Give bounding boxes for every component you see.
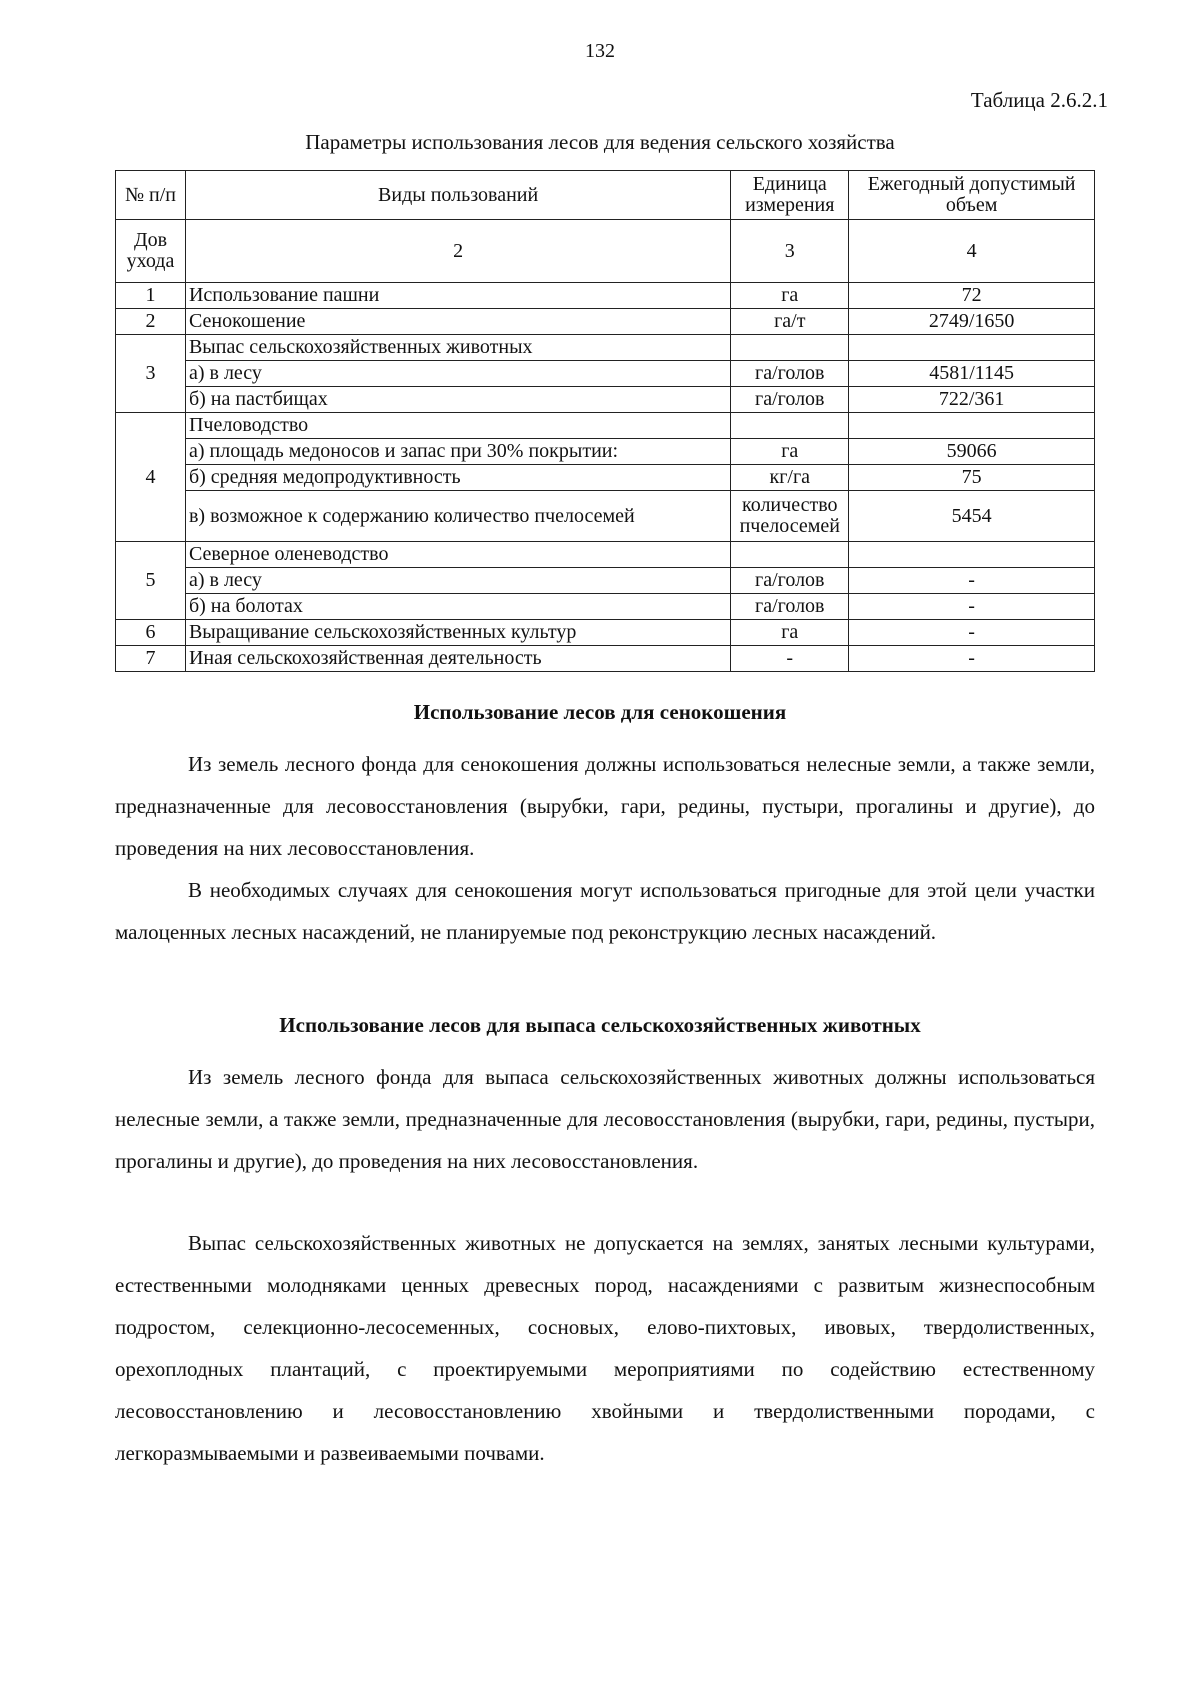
row-kind: а) в лесу — [185, 568, 730, 594]
row-unit: га/голов — [731, 594, 849, 620]
row-number: 5 — [116, 542, 186, 620]
row-unit: га/т — [731, 309, 849, 335]
row-volume: 5454 — [849, 491, 1095, 542]
paragraph: В необходимых случаях для сенокошения могут использоваться пригодные для этой цели участки малоценных лесных насаждений, не планируемые под реконструкцию лесных насаждений. — [115, 878, 1095, 944]
table-row — [116, 439, 1095, 465]
row-kind: а) площадь медоносов и запас при 30% покрытии: — [185, 439, 730, 465]
table-label: Таблица 2.6.2.1 — [970, 88, 1108, 112]
row-kind: Использование пашни — [185, 283, 730, 309]
row-unit: га — [731, 620, 849, 646]
row-number: 6 — [116, 620, 186, 646]
row-unit: га/голов — [731, 361, 849, 387]
row-unit: га — [731, 439, 849, 465]
paragraph: Из земель лесного фонда для сенокошения должны использоваться нелесные земли, а также земли, предназначенные для лесовосстановления (вырубки, гари, редины, пустыри, прогалины и другие), до проведения на них лесовосстановления. — [115, 752, 1095, 860]
header-number-cell: 4 — [849, 220, 1095, 283]
row-volume: 59066 — [849, 439, 1095, 465]
header-number-cell: Дов ухода — [116, 220, 186, 283]
row-unit: количество пчелосемей — [731, 491, 849, 542]
row-kind: в) возможное к содержанию количество пчелосемей — [185, 491, 730, 542]
row-volume: - — [849, 646, 1095, 672]
row-volume: - — [849, 594, 1095, 620]
table-row — [116, 361, 1095, 387]
header-number-cell: 3 — [731, 220, 849, 283]
table-row — [116, 335, 1095, 361]
table-numbers-row — [116, 220, 1095, 283]
table-row — [116, 413, 1095, 439]
row-unit: га/голов — [731, 387, 849, 413]
row-volume: 4581/1145 — [849, 361, 1095, 387]
paragraph: Выпас сельскохозяйственных животных не допускается на землях, занятых лесными культурами, естественными молодняками ценных древесных пород, насаждениями с развитым жизнеспособным подростом, селекционно-лесосеменных, сосновых, елово-пихтовых, ивовых, твердолиственных, орехоплодных плантаций, с проектируемыми мероприятиями по содействию естественному лесовосстановлению и лесовосстановлению хвойными и твердолиственными породами, с легкоразмываемыми и развеиваемыми почвами. — [115, 1231, 1095, 1465]
table-caption: Параметры использования лесов для ведения сельского хозяйства — [305, 130, 895, 154]
page-number: 132 — [585, 40, 615, 62]
parameters-table — [115, 170, 1095, 672]
row-kind: Иная сельскохозяйственная деятельность — [185, 646, 730, 672]
table-row — [116, 646, 1095, 672]
row-number: 3 — [116, 335, 186, 413]
row-volume: 722/361 — [849, 387, 1095, 413]
row-kind: Выращивание сельскохозяйственных культур — [185, 620, 730, 646]
row-group-title: Выпас сельскохозяйственных животных — [185, 335, 730, 361]
row-volume: 75 — [849, 465, 1095, 491]
header-cell: Единица измерения — [731, 171, 849, 220]
table-row — [116, 620, 1095, 646]
row-group-title: Пчеловодство — [185, 413, 730, 439]
row-kind: а) в лесу — [185, 361, 730, 387]
table-row — [116, 491, 1095, 542]
row-group-title: Северное оленеводство — [185, 542, 730, 568]
table-header-row — [116, 171, 1095, 220]
table-row — [116, 542, 1095, 568]
row-unit: - — [731, 646, 849, 672]
row-unit: кг/га — [731, 465, 849, 491]
row-number: 7 — [116, 646, 186, 672]
row-kind: Сенокошение — [185, 309, 730, 335]
row-kind: б) на пастбищах — [185, 387, 730, 413]
table-row — [116, 465, 1095, 491]
row-number: 1 — [116, 283, 186, 309]
table-row — [116, 568, 1095, 594]
row-kind: б) на болотах — [185, 594, 730, 620]
row-volume: - — [849, 568, 1095, 594]
row-volume: - — [849, 620, 1095, 646]
section-heading-haymaking: Использование лесов для сенокошения — [413, 700, 787, 724]
table-row — [116, 387, 1095, 413]
table-row — [116, 283, 1095, 309]
header-cell: Ежегодный допустимый объем — [849, 171, 1095, 220]
row-unit: га — [731, 283, 849, 309]
row-number: 2 — [116, 309, 186, 335]
row-number: 4 — [116, 413, 186, 542]
paragraph: Из земель лесного фонда для выпаса сельскохозяйственных животных должны использоваться нелесные земли, а также земли, предназначенные для лесовосстановления (вырубки, гари, редины, пустыри, прогалины и другие), до проведения на них лесовосстановления. — [115, 1065, 1095, 1173]
row-unit: га/голов — [731, 568, 849, 594]
table-row — [116, 594, 1095, 620]
table-row — [116, 309, 1095, 335]
row-kind: б) средняя медопродуктивность — [185, 465, 730, 491]
header-cell: № п/п — [116, 171, 186, 220]
row-volume: 2749/1650 — [849, 309, 1095, 335]
header-cell: Виды пользований — [185, 171, 730, 220]
row-volume: 72 — [849, 283, 1095, 309]
header-number-cell: 2 — [185, 220, 730, 283]
section-heading-grazing: Использование лесов для выпаса сельскохозяйственных животных — [279, 1013, 921, 1037]
